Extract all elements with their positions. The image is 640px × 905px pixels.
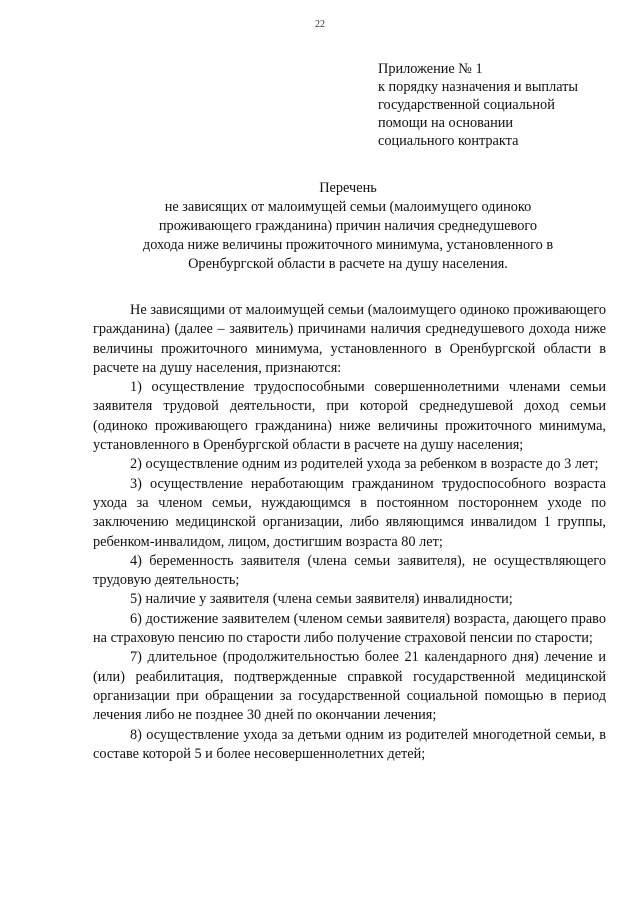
list-item: 2) осуществление одним из родителей ухода за ребенком в возрасте до 3 лет;	[130, 456, 599, 473]
list-item: 4) беременность заявителя (члена семьи заявителя), не осуществляющего трудовую деятельность;	[93, 552, 606, 589]
appendix-line: Приложение № 1	[378, 61, 483, 77]
document-body	[93, 301, 606, 764]
title-line: не зависящих от малоимущей семьи (малоимущего одиноко	[164, 199, 532, 215]
list-item: 6) достижение заявителем (членом семьи заявителя) возраста, дающего право на страховую пенсию по старости либо получение страховой пенсии по старости;	[93, 610, 606, 647]
appendix-line: помощи на основании	[378, 115, 514, 131]
title-heading: Перечень	[319, 180, 377, 196]
appendix-line: социального контракта	[378, 133, 519, 149]
list-item: 7) длительное (продолжительностью более 21 календарного дня) лечение и (или) реабилитация, подтвержденные справкой государственной медицинской организации при обращении за государственной социальной помощью в период лечения либо не позднее 30 дней по окончании лечения;	[93, 649, 606, 724]
list-item: 1) осуществление трудоспособными совершеннолетними членами семьи заявителя трудовой деятельности, при которой среднедушевой доход семьи (одиноко проживающего гражданина) ниже величины прожиточного минимума, установленного в Оренбургской области в расчете на душу населения;	[93, 379, 606, 454]
title-line: Оренбургской области в расчете на душу населения.	[188, 256, 508, 272]
list-item: 5) наличие у заявителя (члена семьи заявителя) инвалидности;	[130, 591, 513, 608]
page-number: 22	[315, 19, 325, 30]
appendix-reference	[378, 60, 618, 150]
list-item: 3) осуществление неработающим гражданином трудоспособного возраста ухода за членом семьи, нуждающимся в постоянном постороннем уходе по заключению медицинской организации, либо являющимся инвалидом 1 группы, ребенком-инвалидом, лицом, достигшим возраста 80 лет;	[93, 475, 606, 550]
document-title	[100, 179, 596, 274]
title-line: дохода ниже величины прожиточного минимума, установленного в	[142, 237, 554, 253]
intro-paragraph: Не зависящими от малоимущей семьи (малоимущего одиноко проживающего гражданина) (далее – заявитель) причинами наличия среднедушевого дохода ниже величины прожиточного минимума, установленного в Оренбургской области в расчете на душу населения, признаются:	[93, 302, 606, 376]
title-line: проживающего гражданина) причин наличия среднедушевого	[158, 218, 538, 234]
list-item: 8) осуществление ухода за детьми одним из родителей многодетной семьи, в составе которой 5 и более несовершеннолетних детей;	[93, 726, 606, 762]
appendix-line: государственной социальной	[378, 97, 555, 113]
appendix-line: к порядку назначения и выплаты	[378, 79, 579, 95]
